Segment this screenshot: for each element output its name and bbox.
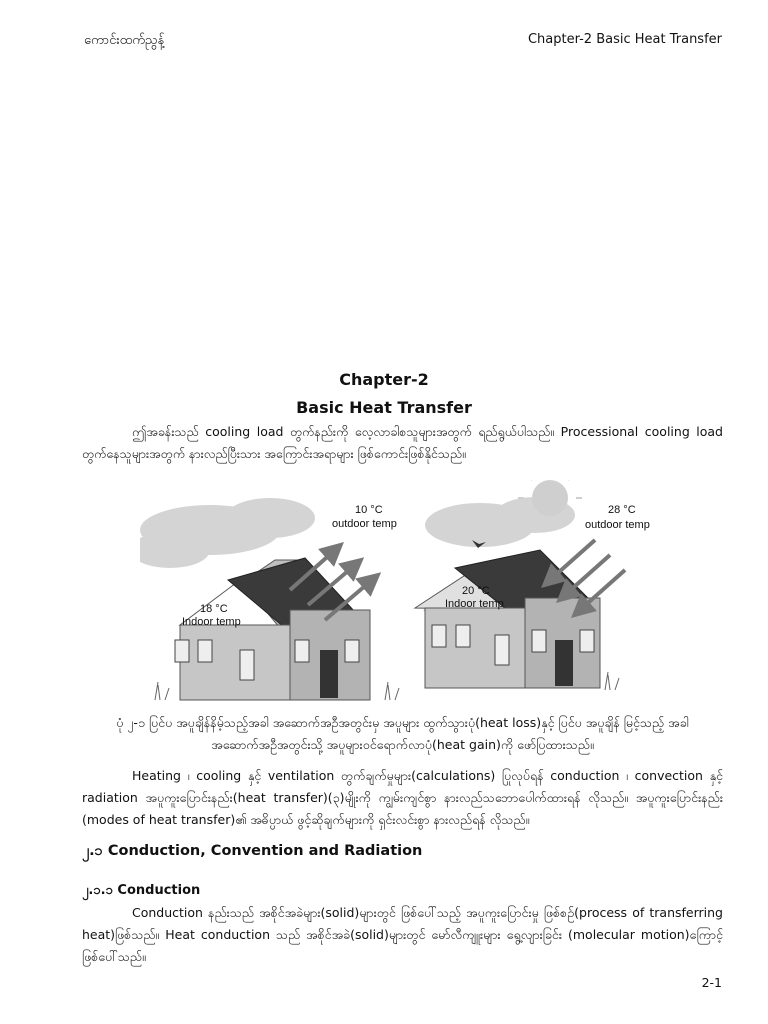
section-heading: ၂.၁ Conduction, Convention and Radiation bbox=[82, 843, 423, 859]
left-indoor-temp: 18 °C bbox=[200, 603, 228, 615]
left-indoor-label: Indoor temp bbox=[182, 616, 241, 628]
page-number: 2-1 bbox=[701, 975, 722, 990]
intro-paragraph: ဤအခန်းသည် cooling load တွက်နည်းကို လေ့လာခါစသူများအတွက် ရည်ရွယ်ပါသည်။ Processional cooling load တွက်နေသူများအတွက် နားလည်ပြီးသား အကြောင်းအရာများ ဖြစ်ကောင်းဖြစ်နိုင်သည်။ bbox=[82, 424, 723, 461]
left-outdoor-temp: 10 °C bbox=[355, 504, 383, 516]
left-outdoor-label: outdoor temp bbox=[332, 518, 397, 530]
figure-caption: ပုံ ၂-၁ ပြင်ပ အပူချိန်နိမ့်သည့်အခါ အဆောက်အဦအတွင်းမှ အပူများ ထွက်သွားပုံ(heat loss)နှင့် ပြင်ပ အပူချိန် မြင့်သည့် အခါ အဆောက်အဦအတွင်းသို့ အပူများဝင်ရောက်လာပုံ(heat gain)ကို ဖော်ပြထားသည်။ bbox=[116, 715, 689, 752]
right-house bbox=[415, 550, 600, 688]
right-indoor-temp: 20 °C bbox=[462, 585, 490, 597]
heat-transfer-figure bbox=[140, 480, 670, 705]
subsection-heading: ၂.၁.၁ Conduction bbox=[82, 883, 201, 898]
running-header-author: ကောင်းထက်ညွန့် bbox=[84, 33, 165, 48]
chapter-title: Chapter-2 bbox=[339, 370, 429, 389]
right-indoor-label: Indoor temp bbox=[445, 598, 504, 610]
chapter-subtitle: Basic Heat Transfer bbox=[296, 398, 472, 417]
cloud-left-icon bbox=[140, 498, 315, 568]
heat-transfer-paragraph: Heating ၊ cooling နှင့် ventilation တွက်ချက်မှုများ(calculations) ပြုလုပ်ရန် conduction ၊ convection နှင့် radiation အပူကူးပြောင်းနည်း(heat transfer)(၃)မျိုးကို ကျွမ်းကျင်စွာ နားလည်သဘောပေါက်ထားရန် လိုသည်။ အပူကူးပြောင်းနည်း (modes of heat transfer)၏ အဓိပ္ပာယ် ဖွင့်ဆိုချက်များကို ရှင်းလင်းစွာ နားလည်ရန် လိုသည်။ bbox=[82, 768, 723, 827]
right-outdoor-temp: 28 °C bbox=[608, 504, 636, 516]
running-header-chapter: Chapter-2 Basic Heat Transfer bbox=[527, 32, 722, 47]
conduction-paragraph: Conduction နည်းသည် အစိုင်အခဲများ(solid)များတွင် ဖြစ်ပေါ်သည့် အပူကူးပြောင်းမှု ဖြစ်စဉ်(process of transferring heat)ဖြစ်သည်။ Heat conduction သည် အစိုင်အခဲ(solid)များတွင် မော်လီကျူးများ ရွေ့လျားခြင်း (molecular motion)ကြောင့် ဖြစ်ပေါ်သည်။ bbox=[82, 905, 723, 964]
right-outdoor-label: outdoor temp bbox=[585, 519, 650, 531]
